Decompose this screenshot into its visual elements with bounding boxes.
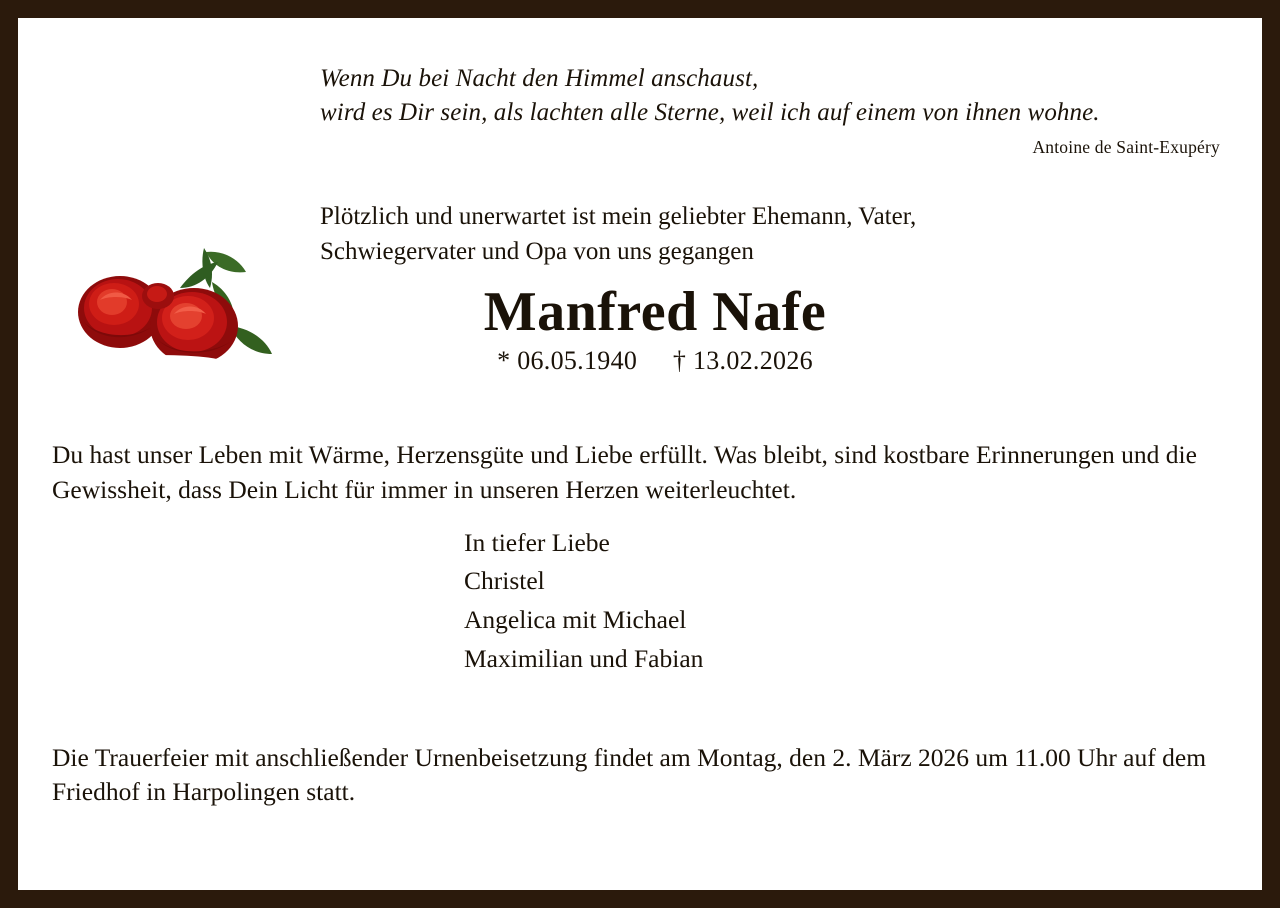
notice-inner [18, 18, 1262, 890]
quote-line-1: Wenn Du bei Nacht den Himmel anschaust, [320, 65, 759, 92]
quote-author: Antoine de Saint-Exupéry [1032, 137, 1220, 157]
intro-line-1: Plötzlich und unerwartet ist mein geliebter Ehemann, Vater, [320, 203, 917, 230]
life-dates [202, 346, 1108, 376]
red-roses-icon [54, 230, 284, 380]
quote-line-2: wird es Dir sein, als lachten alle Sterne, weil ich auf einem von ihnen wohne. [320, 98, 1100, 126]
deceased-block [202, 281, 1108, 376]
memorial-text: Du hast unser Leben mit Wärme, Herzensgüte und Liebe erfüllt. Was bleibt, sind kostbare Erinnerungen und die Gewissheit, dass Dein Licht für immer in unseren Herzen weiterleuchtet. [52, 439, 1197, 504]
family-member: Angelica mit Michael [464, 605, 687, 635]
intro-block [320, 200, 1228, 269]
family-member: Christel [464, 566, 545, 596]
deceased-name: Manfred Nafe [483, 281, 827, 343]
family-closing: In tiefer Liebe [464, 527, 610, 557]
birth-symbol: * [497, 345, 511, 375]
quote-block [320, 40, 1228, 158]
family-member: Maximilian und Fabian [464, 643, 704, 673]
funeral-information: Die Trauerfeier mit anschließender Urnenbeisetzung findet am Montag, den 2. März 2026 um 11.00 Uhr auf dem Friedhof in Harpolingen statt. [52, 742, 1207, 807]
death-symbol: † [672, 345, 687, 375]
birth-date: 06.05.1940 [517, 345, 638, 375]
death-date: 13.02.2026 [692, 345, 813, 375]
intro-line-2: Schwiegervater und Opa von uns gegangen [320, 237, 754, 265]
family-block [464, 524, 1228, 679]
